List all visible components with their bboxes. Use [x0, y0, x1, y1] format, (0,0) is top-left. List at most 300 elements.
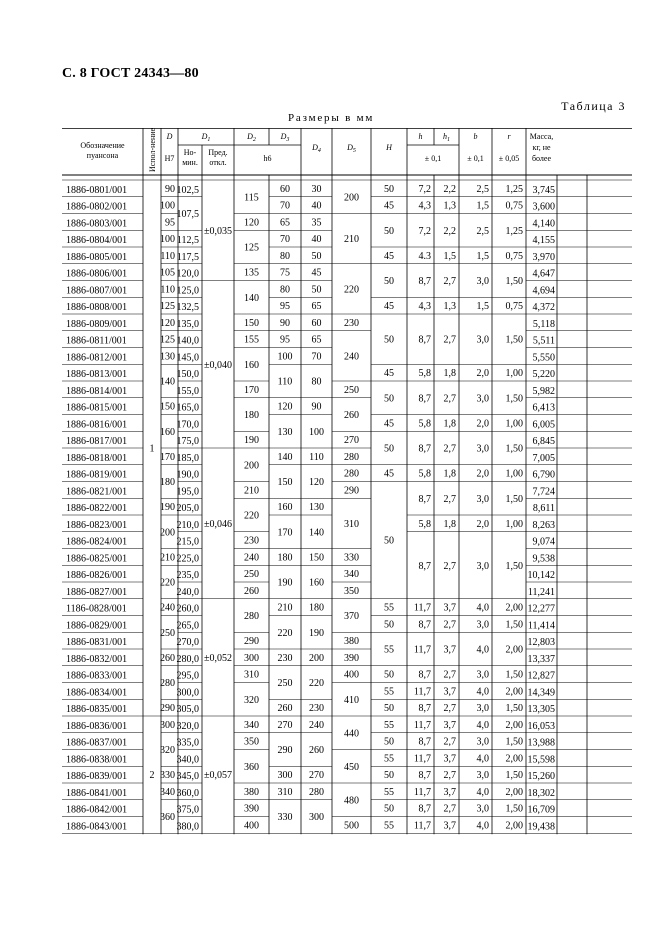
D4-cell: 260 — [309, 745, 324, 756]
D1-nominal-cell: 175,0 — [176, 436, 199, 447]
D2-cell: 280 — [244, 611, 259, 622]
h1-cell: 1,8 — [443, 368, 456, 380]
h-cell: 8,7 — [418, 803, 431, 815]
D1-nominal-cell: 270,0 — [176, 637, 199, 648]
D-cell: 130 — [160, 351, 175, 363]
mass-cell: 8,611 — [532, 503, 555, 514]
D3-cell: 170 — [277, 527, 293, 539]
D-cell: 320 — [160, 745, 175, 756]
mass-cell: 5,118 — [532, 318, 555, 330]
D-cell: 110 — [160, 250, 175, 262]
D3-cell: 310 — [277, 786, 293, 798]
H-cell: 50 — [384, 334, 394, 346]
r-cell: 1,00 — [505, 368, 523, 380]
D2-cell: 170 — [244, 384, 259, 396]
H-cell: 45 — [384, 468, 394, 480]
D-cell: 160 — [160, 426, 175, 438]
b-cell: 2,5 — [476, 225, 489, 237]
b-cell: 3,0 — [476, 276, 489, 287]
header-mass: более — [531, 154, 552, 163]
h-cell: 11,7 — [413, 644, 431, 656]
D3-cell: 270 — [277, 719, 293, 731]
units-caption: Размеры в мм — [288, 112, 375, 124]
D5-cell: 350 — [344, 585, 359, 597]
D2-cell: 230 — [244, 535, 259, 547]
h-cell: 8,7 — [418, 703, 431, 715]
r-cell: 1,25 — [505, 225, 523, 237]
r-cell: 0,75 — [505, 301, 523, 313]
D1-nominal-cell: 320,0 — [176, 720, 199, 732]
designation-cell: 1886-0831/001 — [66, 637, 128, 648]
D4-cell: 30 — [311, 183, 322, 195]
D4-cell: 45 — [311, 267, 322, 279]
mass-cell: 4,647 — [532, 268, 555, 280]
header-h: h — [418, 132, 423, 141]
r-cell: 0,75 — [505, 250, 523, 262]
D4-cell: 140 — [309, 527, 324, 539]
H-cell: 50 — [384, 703, 394, 715]
header-D: D — [166, 132, 173, 141]
h-cell: 8,7 — [418, 276, 431, 287]
designation-cell: 1886-0803/001 — [66, 218, 128, 230]
mass-cell: 14,349 — [527, 687, 555, 699]
designation-cell: 1886-0815/001 — [66, 402, 128, 414]
D-cell: 170 — [160, 451, 175, 463]
h-cell: 4,3 — [418, 200, 431, 212]
r-cell: 2,00 — [505, 786, 523, 798]
mass-cell: 3,745 — [532, 184, 555, 196]
D4-cell: 190 — [309, 627, 324, 639]
D3-cell: 300 — [277, 770, 293, 782]
D2-cell: 180 — [244, 410, 259, 421]
D1-nominal-cell: 140,0 — [176, 335, 199, 347]
D1-nominal-cell: 225,0 — [176, 553, 199, 565]
h-cell: 5,8 — [418, 368, 431, 380]
b-cell: 1,5 — [476, 250, 489, 262]
H-cell: 55 — [384, 602, 394, 614]
D1-nominal-cell: 132,5 — [176, 302, 199, 313]
D5-cell: 310 — [344, 518, 359, 530]
designation-cell: 1886-0832/001 — [66, 653, 128, 665]
h1-cell: 2,7 — [443, 669, 456, 681]
h-cell: 8,7 — [418, 770, 431, 782]
mass-cell: 15,260 — [527, 771, 555, 782]
D1-nominal-cell: 260,0 — [176, 603, 199, 615]
b-cell: 4,0 — [476, 686, 489, 698]
header-D3: $D_3$ — [280, 132, 290, 143]
D-cell: 110 — [160, 284, 175, 296]
D1-nominal-cell: 135,0 — [176, 318, 199, 330]
D5-cell: 230 — [344, 317, 359, 329]
D4-cell: 110 — [309, 451, 324, 463]
h-cell: 11,7 — [413, 820, 431, 832]
D4-cell: 50 — [311, 250, 322, 262]
D1-nominal-cell: 345,0 — [176, 771, 199, 782]
header-execution: Испол-нение — [148, 128, 157, 173]
D5-cell: 440 — [344, 728, 359, 740]
D-cell: 260 — [160, 652, 175, 664]
designation-cell: 1886-0839/001 — [66, 771, 128, 782]
D-cell: 100 — [160, 200, 175, 212]
D4-cell: 40 — [311, 200, 322, 212]
designation-cell: 1886-0813/001 — [66, 369, 128, 380]
mass-cell: 4,694 — [532, 285, 555, 297]
r-cell: 2,00 — [505, 602, 523, 614]
dimensions-table-grid — [62, 128, 632, 840]
mass-cell: 6,413 — [532, 402, 555, 414]
h1-cell: 3,7 — [443, 686, 456, 698]
D1-nominal-cell: 360,0 — [176, 787, 199, 799]
r-cell: 1,50 — [505, 736, 523, 748]
D2-cell: 400 — [244, 820, 259, 832]
D2-cell: 240 — [244, 552, 259, 564]
D4-cell: 230 — [309, 703, 324, 715]
D4-cell: 60 — [311, 317, 322, 329]
designation-cell: 1886-0841/001 — [66, 787, 128, 799]
designation-cell: 1886-0838/001 — [66, 754, 128, 766]
h1-cell: 2,7 — [443, 276, 456, 287]
D5-cell: 220 — [344, 284, 359, 296]
r-cell: 1,00 — [505, 468, 523, 480]
mass-cell: 9,074 — [532, 536, 555, 548]
D3-cell: 90 — [280, 317, 290, 329]
D5-cell: 380 — [344, 636, 359, 648]
b-cell: 3,0 — [476, 393, 489, 405]
D5-cell: 330 — [344, 552, 359, 564]
h-cell: 8,7 — [418, 493, 431, 505]
mass-cell: 13,988 — [527, 737, 555, 749]
D2-cell: 260 — [244, 585, 259, 597]
D4-cell: 300 — [309, 812, 324, 823]
mass-cell: 6,790 — [532, 469, 555, 481]
designation-cell: 1886-0818/001 — [66, 452, 128, 464]
D1-nominal-cell: 120,0 — [176, 268, 199, 280]
designation-cell: 1886-0805/001 — [66, 251, 128, 263]
H-cell: 55 — [384, 786, 394, 798]
D2-cell: 120 — [244, 217, 259, 229]
D1-nominal-cell: 165,0 — [176, 402, 199, 414]
D3-cell: 190 — [277, 577, 293, 589]
h1-cell: 2,2 — [443, 183, 456, 195]
H-cell: 50 — [384, 276, 394, 287]
D-cell: 340 — [160, 786, 175, 798]
designation-cell: 1886-0837/001 — [66, 737, 128, 749]
h-cell: 8,7 — [418, 334, 431, 346]
D-cell: 300 — [160, 719, 175, 731]
D1-nominal-cell: 300,0 — [176, 687, 199, 699]
H-cell: 45 — [384, 368, 394, 380]
D3-cell: 180 — [277, 552, 293, 564]
designation-cell: 1886-0822/001 — [66, 503, 128, 514]
D3-cell: 160 — [277, 502, 293, 514]
D4-cell: 180 — [309, 602, 324, 614]
h1-cell: 3,7 — [443, 644, 456, 656]
r-cell: 1,50 — [505, 334, 523, 346]
D1-nominal-cell: 112,5 — [176, 235, 199, 246]
r-cell: 1,50 — [505, 560, 523, 572]
D5-cell: 390 — [344, 652, 359, 664]
h1-cell: 2,2 — [443, 225, 456, 237]
h1-cell: 1,5 — [443, 250, 456, 262]
H-cell: 50 — [384, 225, 394, 237]
mass-cell: 5,511 — [532, 335, 555, 347]
D1-nominal-cell: 210,0 — [176, 519, 199, 531]
D3-cell: 70 — [280, 200, 290, 212]
D2-cell: 150 — [244, 317, 259, 329]
b-cell: 3,0 — [476, 669, 489, 681]
h-cell: 5,8 — [418, 468, 431, 480]
D3-cell: 260 — [277, 703, 293, 715]
header-nominal: мин. — [182, 158, 198, 167]
D1-deviation-cell: ±0,046 — [204, 518, 232, 530]
r-cell: 1,50 — [505, 393, 523, 405]
execution-cell: 2 — [149, 770, 155, 782]
D5-cell: 290 — [344, 485, 359, 497]
D5-cell: 480 — [344, 795, 359, 807]
H-cell: 55 — [384, 644, 394, 656]
D3-cell: 75 — [280, 267, 290, 279]
D4-cell: 80 — [311, 376, 322, 388]
D1-nominal-cell: 380,0 — [176, 821, 199, 833]
D2-cell: 200 — [244, 460, 259, 472]
r-cell: 2,00 — [505, 820, 523, 832]
D-cell: 220 — [160, 577, 175, 589]
H-cell: 50 — [384, 535, 394, 547]
D1-nominal-cell: 235,0 — [176, 570, 199, 581]
b-cell: 4,0 — [476, 719, 489, 731]
b-cell: 3,0 — [476, 493, 489, 505]
D-cell: 200 — [160, 527, 175, 539]
D1-nominal-cell: 280,0 — [176, 653, 199, 665]
designation-cell: 1886-0816/001 — [66, 419, 128, 431]
H-cell: 55 — [384, 753, 394, 765]
D-cell: 180 — [160, 477, 175, 488]
b-cell: 3,0 — [476, 619, 489, 631]
mass-cell: 12,803 — [527, 637, 555, 648]
header-designation: пуансона — [86, 151, 119, 160]
designation-cell: 1886-0819/001 — [66, 469, 128, 481]
mass-cell: 16,709 — [527, 804, 555, 816]
D2-cell: 290 — [244, 636, 259, 648]
H-cell: 50 — [384, 736, 394, 748]
b-cell: 3,0 — [476, 736, 489, 748]
D-cell: 250 — [160, 627, 175, 639]
h-cell: 11,7 — [413, 602, 431, 614]
designation-cell: 1886-0812/001 — [66, 352, 128, 364]
r-cell: 1,50 — [505, 669, 523, 681]
D4-cell: 130 — [309, 502, 324, 514]
h-cell: 8,7 — [418, 443, 431, 455]
D4-cell: 270 — [309, 770, 324, 782]
r-cell: 2,00 — [505, 753, 523, 765]
designation-cell: 1886-0833/001 — [66, 670, 128, 682]
b-cell: 4,0 — [476, 602, 489, 614]
header-designation: Обозначение — [80, 141, 125, 150]
D4-cell: 40 — [311, 234, 322, 246]
h1-cell: 3,7 — [443, 719, 456, 731]
D5-cell: 370 — [344, 611, 359, 622]
b-cell: 4,0 — [476, 753, 489, 765]
h1-cell: 3,7 — [443, 602, 456, 614]
mass-cell: 5,220 — [532, 369, 555, 380]
D1-nominal-cell: 190,0 — [176, 469, 199, 481]
H-cell: 50 — [384, 183, 394, 195]
h1-cell: 2,7 — [443, 560, 456, 572]
D1-nominal-cell: 240,0 — [176, 586, 199, 598]
D4-cell: 240 — [309, 719, 324, 731]
D3-cell: 290 — [277, 745, 293, 756]
D5-cell: 280 — [344, 451, 359, 463]
mass-cell: 6,845 — [532, 436, 555, 447]
D2-cell: 140 — [244, 292, 259, 304]
mass-cell: 12,827 — [527, 670, 555, 682]
designation-cell: 1886-0823/001 — [66, 519, 128, 531]
h-cell: 11,7 — [413, 753, 431, 765]
designation-cell: 1886-0802/001 — [66, 201, 128, 213]
designation-cell: 1886-0807/001 — [66, 285, 128, 297]
b-cell: 3,0 — [476, 334, 489, 346]
D2-cell: 390 — [244, 803, 259, 815]
header-mass: кг, не — [532, 143, 551, 152]
H-cell: 45 — [384, 418, 394, 430]
r-cell: 1,50 — [505, 619, 523, 631]
mass-cell: 3,970 — [532, 251, 555, 263]
D1-deviation-cell: ±0,035 — [204, 225, 232, 237]
r-cell: 1,00 — [505, 418, 523, 430]
h1-cell: 3,7 — [443, 820, 456, 832]
h1-cell: 2,7 — [443, 393, 456, 405]
h-cell: 8,7 — [418, 393, 431, 405]
D5-cell: 270 — [344, 435, 359, 447]
D-cell: 105 — [160, 267, 175, 279]
designation-cell: 1886-0825/001 — [66, 553, 128, 565]
D5-cell: 410 — [344, 694, 359, 706]
h1-cell: 2,7 — [443, 703, 456, 715]
H-cell: 45 — [384, 250, 394, 262]
D3-cell: 150 — [277, 477, 293, 488]
D1-nominal-cell: 185,0 — [176, 452, 199, 464]
r-cell: 2,00 — [505, 719, 523, 731]
h-cell: 7,2 — [418, 183, 431, 195]
D3-cell: 70 — [280, 234, 290, 246]
D1-nominal-cell: 102,5 — [176, 184, 199, 196]
D-cell: 280 — [160, 678, 175, 689]
b-cell: 4,0 — [476, 786, 489, 798]
D5-cell: 400 — [344, 669, 359, 681]
H-cell: 45 — [384, 301, 394, 313]
D2-cell: 155 — [244, 334, 259, 346]
mass-cell: 5,982 — [532, 385, 555, 397]
D1-nominal-cell: 195,0 — [176, 486, 199, 498]
D2-cell: 220 — [244, 510, 259, 522]
designation-cell: 1886-0826/001 — [66, 570, 128, 581]
D-cell: 120 — [160, 317, 175, 329]
h1-cell: 2,7 — [443, 736, 456, 748]
r-cell: 1,50 — [505, 493, 523, 505]
D3-cell: 60 — [280, 183, 290, 195]
h-cell: 4.3 — [418, 250, 431, 262]
b-cell: 2,0 — [476, 468, 489, 480]
execution-cell: 1 — [149, 443, 155, 455]
mass-cell: 16,053 — [527, 720, 555, 732]
D3-cell: 95 — [280, 334, 290, 346]
mass-cell: 4,140 — [532, 218, 555, 230]
D-cell: 140 — [160, 376, 175, 388]
h1-cell: 2,7 — [443, 443, 456, 455]
D1-nominal-cell: 215,0 — [176, 536, 199, 548]
D-cell: 290 — [160, 703, 175, 715]
designation-cell: 1886-0843/001 — [66, 821, 128, 833]
designation-cell: 1886-0814/001 — [66, 385, 128, 397]
b-cell: 3,0 — [476, 443, 489, 455]
b-cell: 2,0 — [476, 368, 489, 380]
mass-cell: 13,305 — [527, 704, 555, 715]
r-cell: 1,00 — [505, 518, 523, 530]
D-cell: 100 — [160, 234, 175, 246]
H-cell: 50 — [384, 393, 394, 405]
H-cell: 55 — [384, 719, 394, 731]
designation-cell: 1886-0821/001 — [66, 486, 128, 498]
mass-cell: 8,263 — [532, 519, 555, 531]
D2-cell: 310 — [244, 669, 259, 681]
D5-cell: 280 — [344, 468, 359, 480]
D1-nominal-cell: 150,0 — [176, 369, 199, 380]
D2-cell: 320 — [244, 694, 259, 706]
D1-nominal-cell: 170,0 — [176, 419, 199, 431]
D-cell: 95 — [165, 217, 175, 229]
mass-cell: 13,337 — [527, 653, 555, 665]
D1-nominal-cell: 205,0 — [176, 503, 199, 514]
D1-nominal-cell: 145,0 — [176, 352, 199, 364]
h1-cell: 2,7 — [443, 619, 456, 631]
r-cell: 1,50 — [505, 803, 523, 815]
designation-cell: 1886-0811/001 — [66, 335, 127, 347]
b-cell: 2,0 — [476, 518, 489, 530]
designation-cell: 1886-0842/001 — [66, 804, 128, 816]
D3-cell: 210 — [277, 602, 293, 614]
D1-deviation-cell: ±0,057 — [204, 770, 232, 782]
D4-cell: 90 — [311, 401, 322, 413]
designation-cell: 1886-0801/001 — [66, 184, 128, 196]
D4-cell: 160 — [309, 577, 324, 589]
header-D5: $D_5$ — [347, 143, 356, 154]
h-cell: 4,3 — [418, 301, 431, 313]
mass-cell: 6,005 — [532, 419, 555, 431]
D3-cell: 80 — [280, 250, 290, 262]
designation-cell: 1886-0836/001 — [66, 720, 128, 732]
mass-cell: 15,598 — [527, 754, 555, 766]
D5-cell: 240 — [344, 351, 359, 363]
header-b-tolerance: ± 0,1 — [467, 154, 484, 163]
header-D2: $D_2$ — [247, 132, 256, 143]
b-cell: 1,5 — [476, 301, 489, 313]
designation-cell: 1886-0834/001 — [66, 687, 128, 699]
b-cell: 3,0 — [476, 770, 489, 782]
D3-cell: 330 — [277, 812, 293, 823]
r-cell: 1,50 — [505, 276, 523, 287]
D3-cell: 110 — [277, 376, 293, 388]
D1-nominal-cell: 117,5 — [176, 251, 199, 263]
header-h1: $h_1$ — [443, 132, 450, 143]
page-header: С. 8 ГОСТ 24343—80 — [62, 66, 199, 81]
D4-cell: 100 — [309, 426, 324, 438]
mass-cell: 7,724 — [532, 486, 555, 498]
D5-cell: 500 — [344, 820, 359, 832]
D3-cell: 140 — [277, 451, 293, 463]
D1-nominal-cell: 265,0 — [176, 620, 199, 632]
D3-cell: 130 — [277, 426, 293, 438]
designation-cell: 1886-0808/001 — [66, 302, 128, 313]
